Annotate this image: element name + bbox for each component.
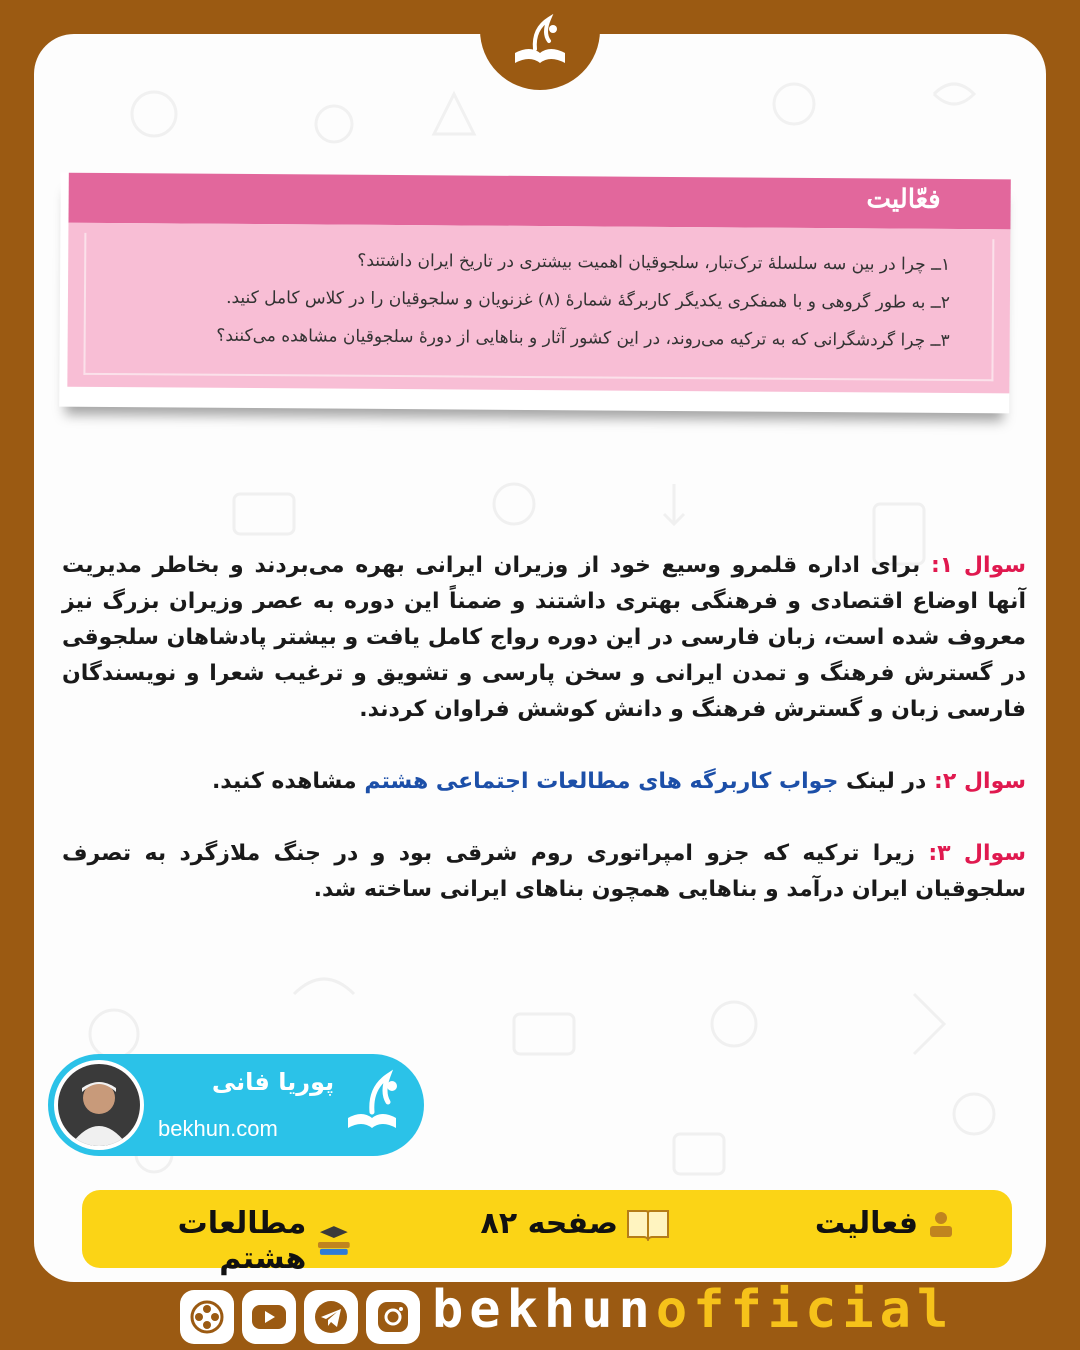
teacher-icon <box>926 1209 956 1239</box>
activity-header <box>68 173 1010 230</box>
activity-question-3: ۳ــ چرا گردشگرانی که به ترکیه می‌روند، در این کشور آثار و بناهایی از دورهٔ سلجوقیان مشاهده می‌کنند؟ <box>216 325 950 351</box>
textbook-activity-box <box>59 173 1011 414</box>
author-name: پوریا فانی <box>211 1068 335 1096</box>
answer-3-text: زیرا ترکیه که جزو امپراتوری روم شرقی بود و در جنگ ملازگرد به تصرف سلجوقیان ایران درآمد و بناهایی همچون بناهای ایرانی ساخته شد. <box>62 841 1026 902</box>
aparat-link[interactable] <box>180 1290 234 1344</box>
instagram-icon <box>375 1299 411 1335</box>
telegram-link[interactable] <box>304 1290 358 1344</box>
activity-title: فعّالیت <box>866 184 941 215</box>
activity-body <box>67 223 1010 394</box>
info-subject-label: مطالعات هشتم <box>177 1206 307 1276</box>
answer-1-label: سوال ۱: <box>930 553 1026 578</box>
activity-question-2: ۲ــ به طور گروهی و با همفکری یکدیگر کاربرگهٔ شمارهٔ (۸) غزنویان و سلجوقیان را در کلاس کامل کنید. <box>226 287 951 313</box>
book-logo-icon <box>505 9 575 79</box>
brand-name <box>432 1280 954 1340</box>
info-page <box>481 1206 670 1241</box>
answers-section <box>62 548 1026 944</box>
graduation-books-icon <box>314 1224 354 1258</box>
youtube-icon <box>251 1303 287 1331</box>
info-page-label: صفحه ۸۲ <box>480 1206 618 1241</box>
info-bar <box>82 1190 1012 1276</box>
answer-1-text: برای اداره قلمرو وسیع خود از وزیران ایرانی بهره می‌بردند و بخاطر مدیریت آنها اوضاع اقتصادی و فرهنگی بهتری داشتند و ضمناً این دوره به عصر وزیران بزرگ نیز معروف شده است، زبان فارسی در این دوره رواج کامل یافت و بیشتر پادشاهان سلجوقی در گسترش فرهنگ و تمدن ایرانی و سخن پارسی و تشویق و ترغیب شعرا و نویسندگان فارسی زبان و گسترش فرهنگ و دانش کوشش فراوان کردند. <box>62 553 1026 722</box>
telegram-icon <box>313 1299 349 1335</box>
worksheet-answers-link[interactable]: جواب کاربرگه های مطالعات اجتماعی هشتم <box>364 769 839 794</box>
author-site[interactable]: bekhun.com <box>158 1116 278 1141</box>
answer-2 <box>62 764 1026 800</box>
info-activity-label: فعالیت <box>814 1206 918 1241</box>
aparat-icon <box>189 1299 225 1335</box>
brand-part-1: bekhun <box>432 1280 656 1340</box>
author-badge[interactable] <box>48 1054 424 1156</box>
info-activity <box>815 1206 956 1241</box>
answer-2-prefix: در لینک <box>845 769 927 794</box>
brand-part-2: official <box>655 1280 955 1340</box>
answer-2-suffix: مشاهده کنید. <box>211 769 357 794</box>
answer-2-label: سوال ۲: <box>934 769 1026 794</box>
person-icon <box>58 1064 140 1146</box>
activity-question-1: ۱ــ چرا در بین سه سلسلهٔ ترک‌تبار، سلجوقیان اهمیت بیشتری در تاریخ ایران داشتند؟ <box>357 250 951 275</box>
footer <box>180 1280 955 1346</box>
open-book-icon <box>626 1207 670 1241</box>
instagram-link[interactable] <box>366 1290 420 1344</box>
avatar <box>54 1060 144 1150</box>
answer-3 <box>62 836 1026 908</box>
youtube-link[interactable] <box>242 1290 296 1344</box>
answer-1 <box>62 548 1026 728</box>
bekhun-logo-icon <box>338 1064 414 1144</box>
info-subject <box>82 1206 354 1276</box>
answer-3-label: سوال ۳: <box>928 841 1026 866</box>
